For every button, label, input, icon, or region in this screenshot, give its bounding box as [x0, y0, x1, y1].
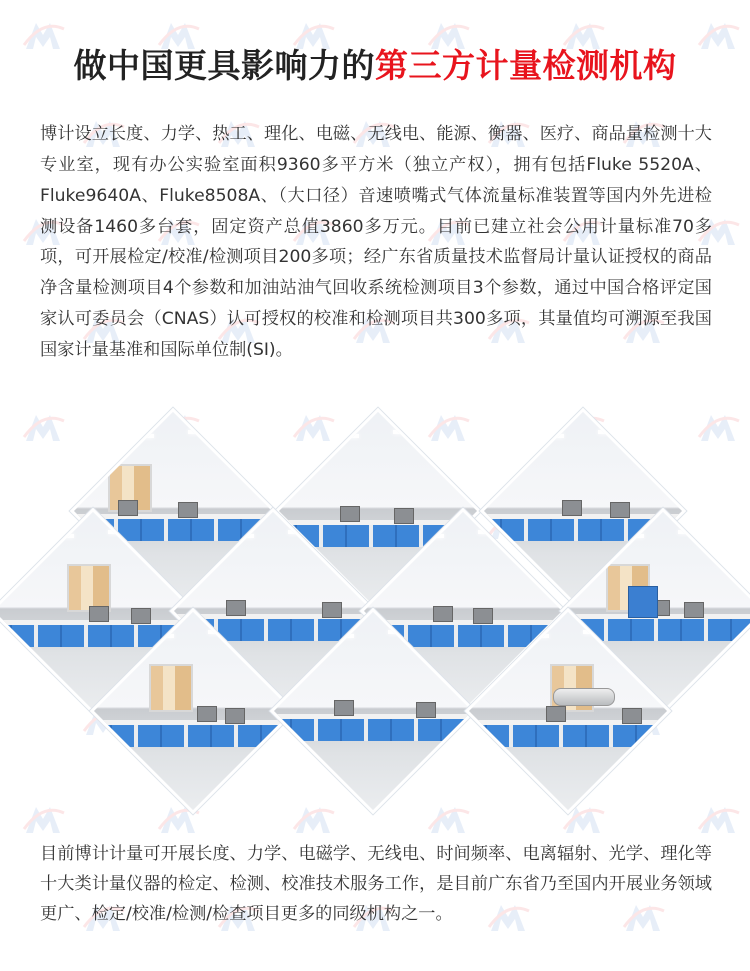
company-logo-watermark-icon: [290, 799, 336, 839]
lab-photo-gallery: [0, 418, 750, 798]
company-logo-watermark-icon: [20, 799, 66, 839]
title-main: 做中国更具影响力的: [73, 46, 375, 85]
title-highlight: 第三方计量检测机构: [375, 46, 677, 85]
page-title: [0, 40, 750, 87]
company-logo-watermark-icon: [425, 799, 471, 839]
intro-paragraph: 博计设立长度、力学、热工、理化、电磁、无线电、能源、衡器、医疗、商品量检测十大专业室，现有办公实验室面积9360多平方米（独立产权），拥有包括Fluke 5520A、Fluke9640A、Fluke8508A、（大口径）音速喷嘴式气体流量标准装置等国内外先进检测设备1460多台套，固定资产总值3860多万元。目前已建立社会公用计量标准70多项，可开展检定/校准/检测项目200多项；经广东省质量技术监督局计量认证授权的商品净含量检测项目4个参数和加油站油气回收系统检测项目3个参数，通过中国合格评定国家认可委员会（CNAS）认可授权的校准和检测项目共300多项，其量值均可溯源至我国国家计量基准和国际单位制(SI)。: [40, 124, 712, 360]
company-logo-watermark-icon: [695, 799, 741, 839]
summary-paragraph: 目前博计计量可开展长度、力学、电磁学、无线电、时间频率、电离辐射、光学、理化等十大类计量仪器的检定、检测、校准技术服务工作，是目前广东省乃至国内开展业务领域更广、检定/校准/检测/检查项目更多的同级机构之一。: [40, 844, 712, 925]
